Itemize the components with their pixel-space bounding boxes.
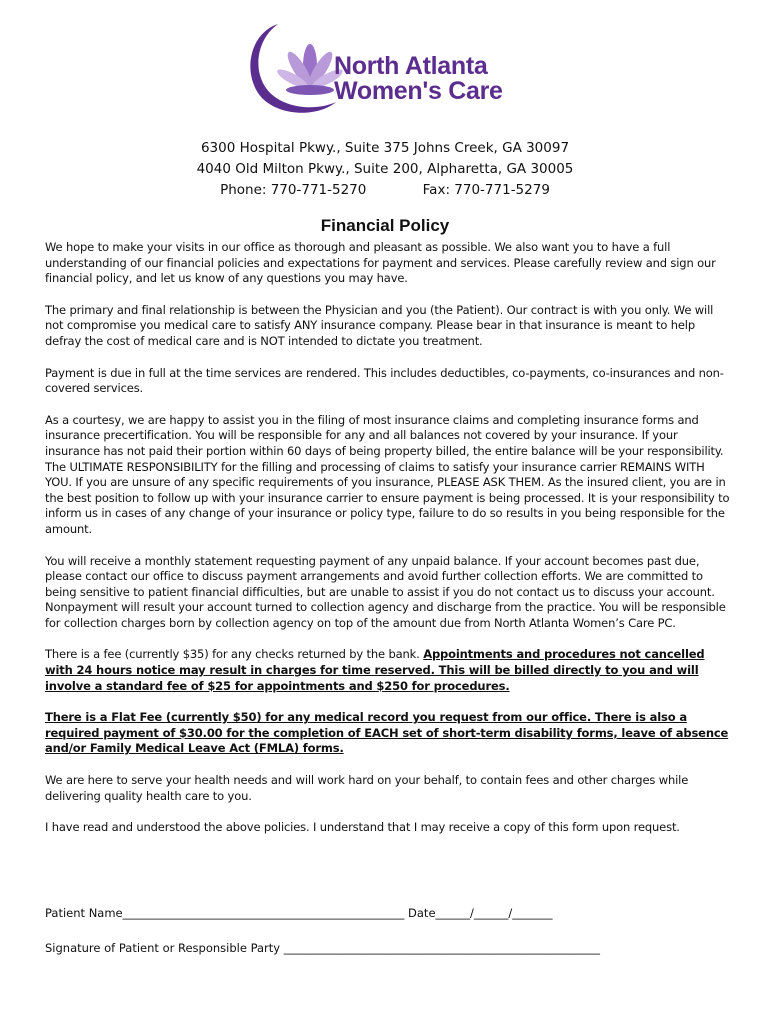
policy-body [45, 240, 730, 852]
paragraph-fees [45, 647, 730, 694]
paragraph-records-fee [45, 710, 730, 757]
logo-line-2: Women's Care [334, 77, 503, 105]
paragraph-payment-due: Payment is due in full at the time services are rendered. This includes deductibles, co-payments, co-insurances and non-covered services. [45, 365, 724, 396]
returned-check-fee-text: There is a fee (currently $35) for any checks returned by the bank. [45, 647, 424, 662]
contact-line [0, 180, 770, 201]
paragraph-statements: You will receive a monthly statement requesting payment of any unpaid balance. If your account becomes past due, please contact our office to discuss payment arrangements and avoid further collection efforts. We are committed to being sensitive to patient financial difficulties, but are unable to assist if you do not contact us to discuss your account. Nonpayment will result your account turned to collection agency and discharge from the practice. You will be responsible for collection charges born by collection agency on top of the amount due from North Atlanta Women’s Care PC. [45, 553, 726, 630]
paragraph-relationship: The primary and final relationship is between the Physician and you (the Patient). Our contract is with you only. We will not compromise you medical care to satisfy ANY insurance company. Please bear in that insurance is meant to help defray the cost of medical care and is NOT intended to dictate you treatment. [45, 302, 714, 348]
address-line-2: 4040 Old Milton Pkwy., Suite 200, Alpharetta, GA 30005 [196, 161, 574, 177]
logo-text [334, 54, 503, 104]
page-title: Financial Policy [320, 216, 450, 235]
records-fee-text: There is a Flat Fee (currently $50) for any medical record you request from our office. There is also a required payment of $30.00 for the completion of EACH set of short-term disability forms, leave of absence and/or Family Medical Leave Act (FMLA) forms. [45, 710, 729, 756]
signature-line[interactable]: Signature of Patient or Responsible Party _______________________________________________________ [45, 941, 600, 955]
paragraph-acknowledgement: I have read and understood the above policies. I understand that I may receive a copy of this form upon request. [45, 820, 680, 835]
address-block [0, 138, 770, 201]
paragraph-intro: We hope to make your visits in our office as thorough and pleasant as possible. We also want you to have a full understanding of our financial policies and expectations for payment and services. Please carefully review and sign our financial policy, and let us know of any questions you may have. [45, 240, 716, 286]
address-line-1: 6300 Hospital Pkwy., Suite 375 Johns Creek, GA 30097 [200, 140, 570, 156]
paragraph-insurance: As a courtesy, we are happy to assist you in the filing of most insurance claims and completing insurance forms and insurance precertification. You will be responsible for any and all balances not covered by your insurance. If your insurance has not paid their portion within 60 days of being property billed, the entire balance will be your responsibility. The ULTIMATE RESPONSIBILITY for the filling and processing of claims to satisfy your insurance carrier REMAINS WITH YOU. If you are unsure of any specific requirements of you insurance, PLEASE ASK THEM. As the insured client, you are in the best position to follow up with your insurance carrier to ensure payment is being processed. It is your responsibility to inform us in cases of any change of your insurance or policy type, failure to do so results in you being responsible for the amount. [45, 412, 730, 536]
cancellation-fee-text: Appointments and procedures not cancelled with 24 hours notice may result in charges for time reserved. This will be billed directly to you and will involve a standard fee of $25 for appointments and $250 for procedures. [45, 647, 705, 693]
patient-name-date-line[interactable]: Patient Name_________________________________________________ Date______/______/_______ [45, 906, 553, 920]
logo-line-1: North Atlanta [334, 52, 488, 80]
phone-number: Phone: 770-771-5270 [220, 182, 367, 198]
fax-number: Fax: 770-771-5279 [422, 182, 550, 198]
paragraph-commitment: We are here to serve your health needs and will work hard on your behalf, to contain fees and other charges while delivering quality health care to you. [45, 773, 689, 803]
logo [240, 16, 530, 116]
